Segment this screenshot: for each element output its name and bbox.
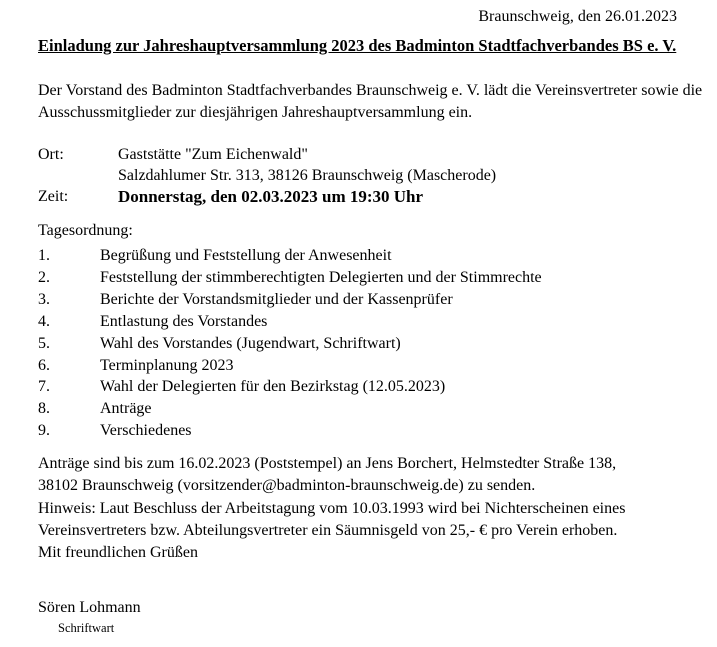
intro-line-2: Ausschussmitglieder zur diesjährigen Jahreshauptversammlung ein. <box>38 103 473 121</box>
agenda-item <box>38 376 542 398</box>
agenda-item <box>38 267 542 289</box>
agenda-item-text: Berichte der Vorstandsmitglieder und der Kassenprüfer <box>100 290 453 308</box>
location-label: Ort: <box>38 146 64 163</box>
agenda-item-text: Begrüßung und Feststellung der Anwesenheit <box>100 247 392 264</box>
agenda-item-text: Anträge <box>100 400 152 418</box>
agenda-item-number: 9. <box>38 422 50 440</box>
notice-line-2: Vereinsvertreters bzw. Abteilungsvertreter ein Säumnisgeld von 25,- € pro Verein erhoben. <box>38 521 618 539</box>
location-address: Salzdahlumer Str. 313, 38126 Braunschweig (Mascherode) <box>118 166 497 184</box>
location-name: Gaststätte "Zum Eichenwald" <box>118 146 308 163</box>
intro-paragraph <box>38 80 702 123</box>
agenda-item-number: 3. <box>38 290 50 308</box>
submissions-paragraph <box>38 453 616 497</box>
closing-salutation: Mit freundlichen Grüßen <box>38 544 198 561</box>
time-row <box>38 187 496 208</box>
date-line: Braunschweig, den 26.01.2023 <box>478 8 677 25</box>
signature-name: Sören Lohmann <box>38 599 141 616</box>
agenda-item-text: Verschiedenes <box>100 422 192 440</box>
agenda-item-number: 2. <box>38 268 50 286</box>
meeting-details <box>38 145 496 207</box>
agenda-item-text: Entlastung des Vorstandes <box>100 312 268 330</box>
agenda-item <box>38 398 542 420</box>
agenda-item-text: Terminplanung 2023 <box>100 356 234 374</box>
agenda-item-number: 5. <box>38 334 50 352</box>
agenda-item-number: 1. <box>38 247 50 264</box>
agenda-item-text: Wahl des Vorstandes (Jugendwart, Schriftwart) <box>100 334 401 352</box>
agenda-item <box>38 289 542 311</box>
agenda-list <box>38 245 542 442</box>
agenda-item-number: 8. <box>38 400 50 418</box>
agenda-item <box>38 311 542 333</box>
agenda-item <box>38 355 542 377</box>
location-address-row <box>38 166 496 187</box>
submissions-line-2: 38102 Braunschweig (vorsitzender@badminton-braunschweig.de) zu senden. <box>38 477 536 494</box>
agenda-item <box>38 420 542 442</box>
intro-line-1: Der Vorstand des Badminton Stadtfachverbandes Braunschweig e. V. lädt die Vereinsvertreter sowie die <box>38 82 703 99</box>
agenda-heading: Tagesordnung: <box>38 222 133 239</box>
document-title: Einladung zur Jahreshauptversammlung 2023 des Badminton Stadtfachverbandes BS e. V. <box>38 36 677 55</box>
time-value: Donnerstag, den 02.03.2023 um 19:30 Uhr <box>118 186 424 206</box>
agenda-item-text: Feststellung der stimmberechtigten Delegierten und der Stimmrechte <box>100 268 542 286</box>
notice-paragraph <box>38 498 625 541</box>
agenda-item-number: 6. <box>38 356 50 374</box>
signature-role: Schriftwart <box>58 621 115 635</box>
submissions-line-1: Anträge sind bis zum 16.02.2023 (Poststempel) an Jens Borchert, Helmstedter Straße 138, <box>38 455 617 472</box>
agenda-item-number: 4. <box>38 312 50 330</box>
time-label: Zeit: <box>38 187 69 205</box>
agenda-item <box>38 333 542 355</box>
notice-line-1: Hinweis: Laut Beschluss der Arbeitstagung vom 10.03.1993 wird bei Nichterscheinen eines <box>38 500 626 517</box>
agenda-item <box>38 245 542 267</box>
location-label-spacer <box>38 166 118 187</box>
location-row <box>38 145 496 166</box>
agenda-item-text: Wahl der Delegierten für den Bezirkstag (12.05.2023) <box>100 378 446 396</box>
agenda-item-number: 7. <box>38 378 50 396</box>
